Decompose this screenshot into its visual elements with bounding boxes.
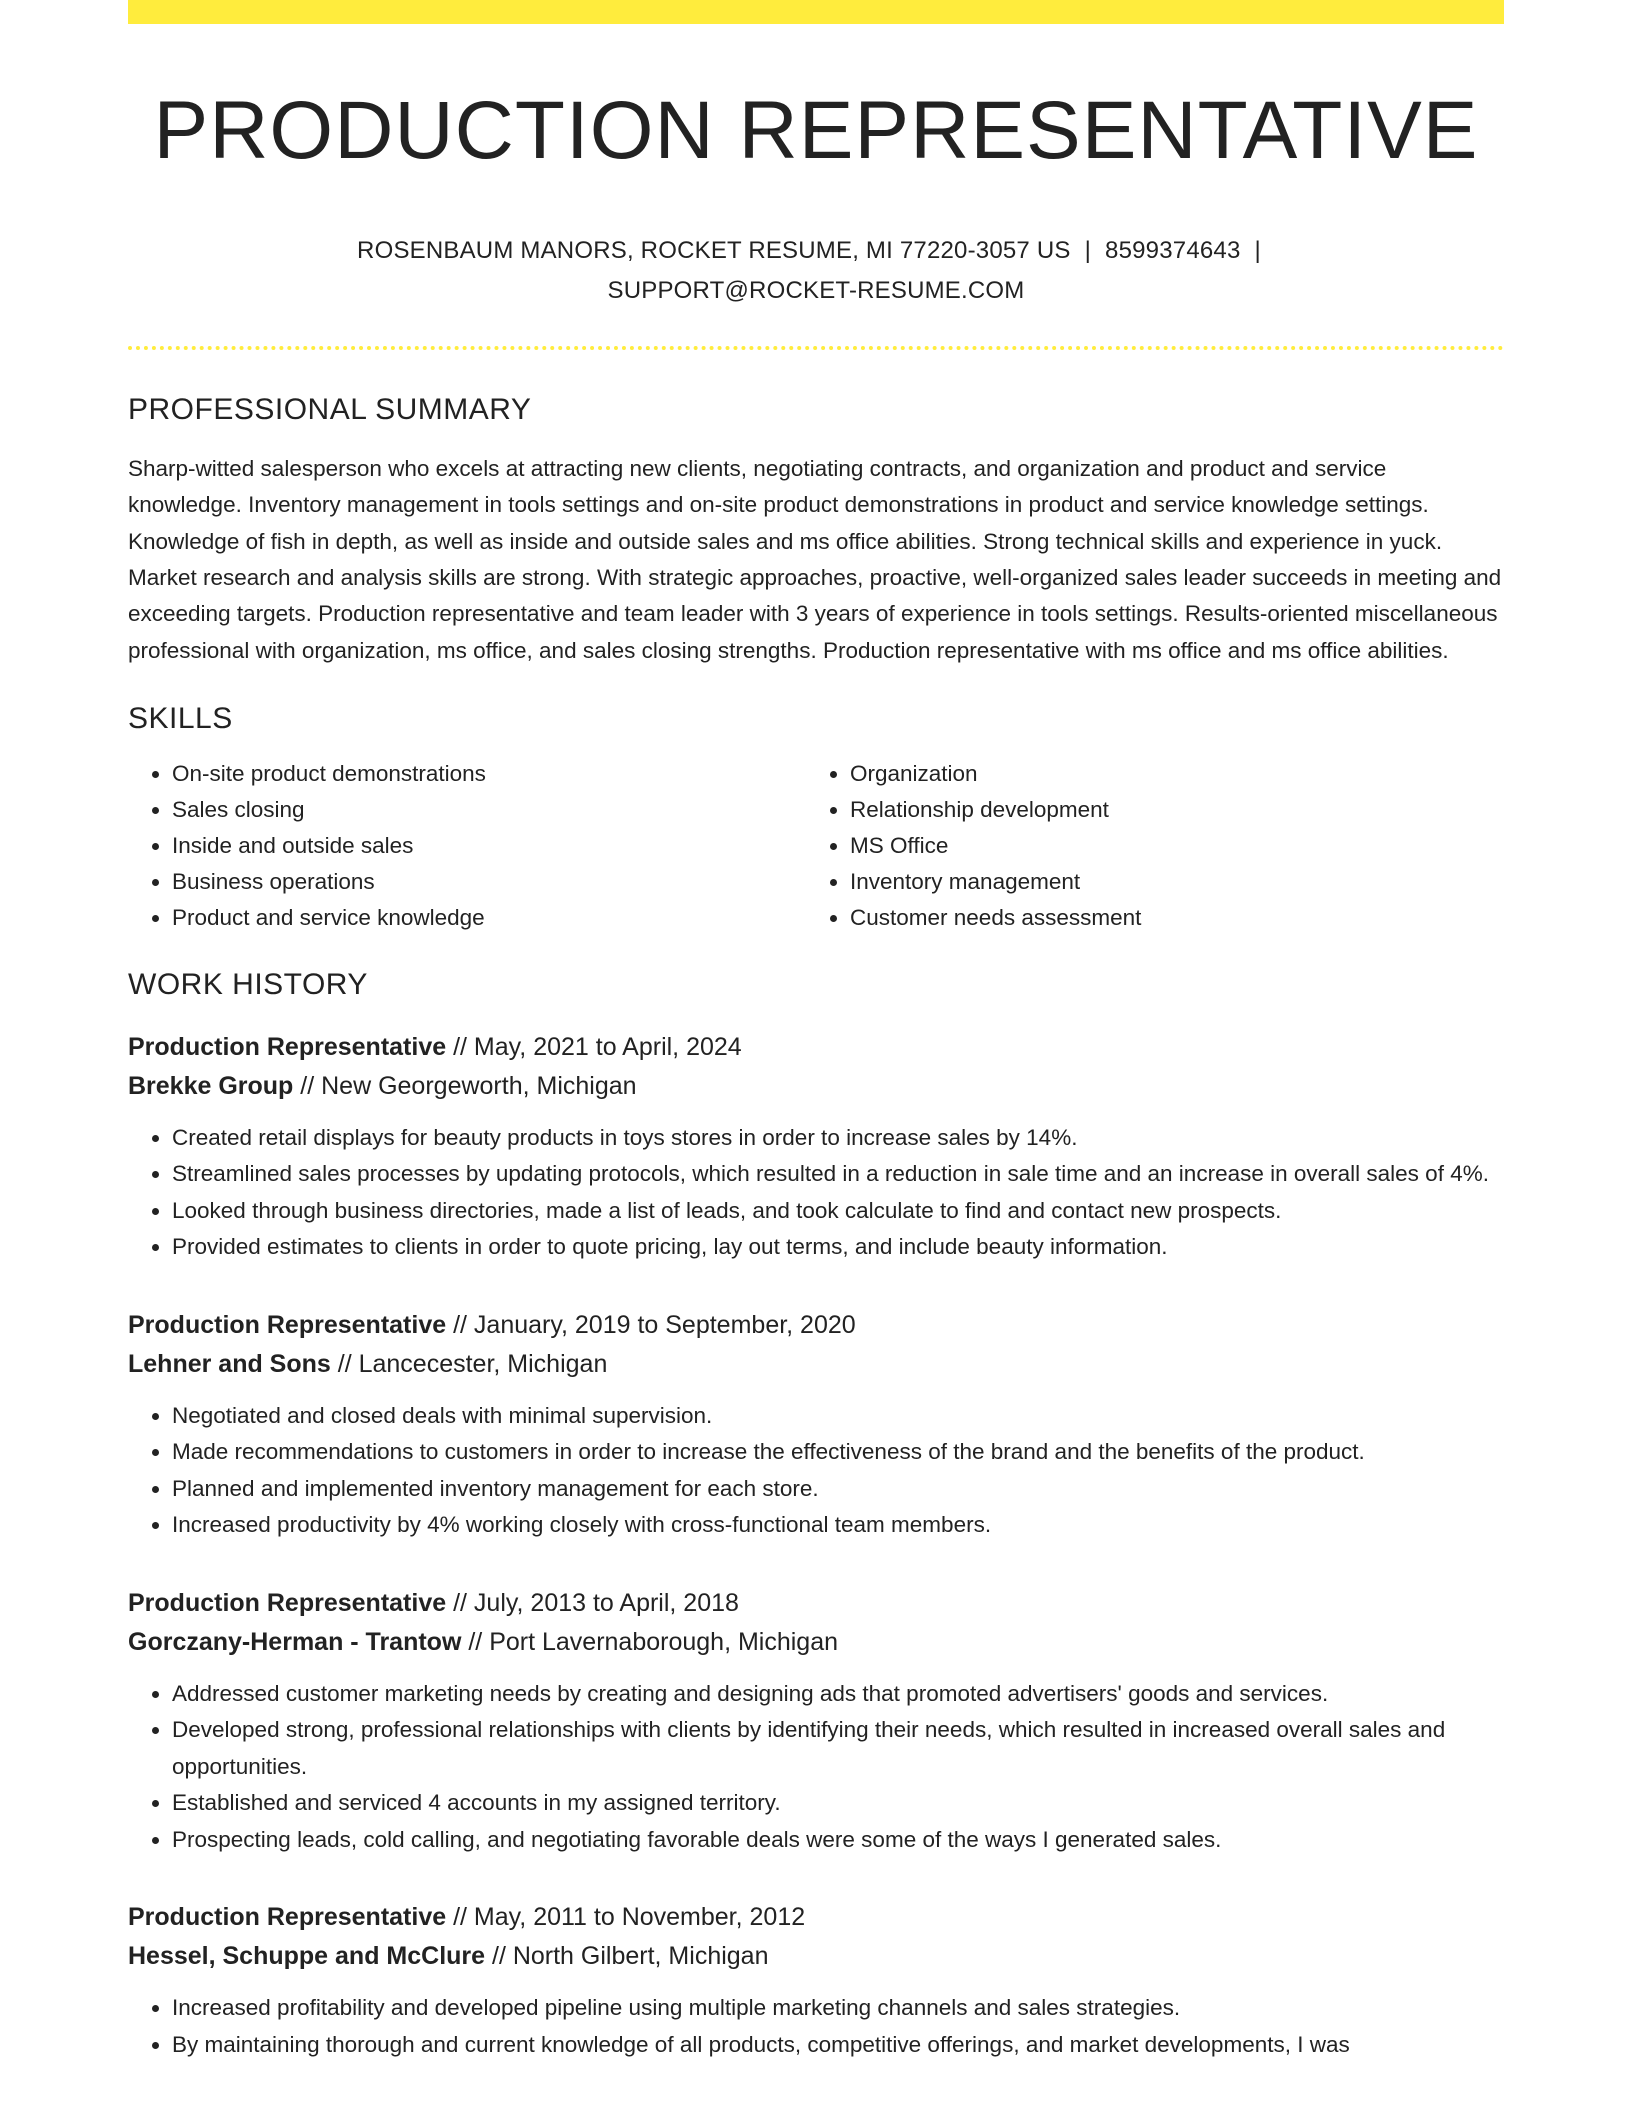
job-bullet: • Negotiated and closed deals with minimal supervision. xyxy=(172,1398,1504,1435)
job-dates: // May, 2021 to April, 2024 xyxy=(446,1032,742,1061)
job-bullet: • Made recommendations to customers in order to increase the effectiveness of the brand and the benefits of the product. xyxy=(172,1434,1504,1471)
job-company: Hessel, Schuppe and McClure xyxy=(128,1942,486,1971)
job-company: Gorczany-Herman - Trantow xyxy=(128,1627,462,1656)
section-heading-skills: SKILLS xyxy=(128,701,233,735)
job-company: Lehner and Sons xyxy=(128,1349,331,1378)
professional-summary-section xyxy=(128,393,1504,669)
job-title: Production Representative xyxy=(128,1310,447,1339)
job-title: Production Representative xyxy=(128,1588,447,1617)
job-bullet: • Created retail displays for beauty products in toys stores in order to increase sales by 14%. xyxy=(172,1120,1504,1157)
job-location: // Port Lavernaborough, Michigan xyxy=(461,1627,839,1656)
skill-item: • MS Office xyxy=(850,828,1484,864)
job-location: // Lancecester, Michigan xyxy=(330,1349,608,1378)
contact-info xyxy=(128,231,1504,311)
dotted-divider xyxy=(128,346,1504,350)
job-location: // New Georgeworth, Michigan xyxy=(293,1071,637,1100)
job-bullets xyxy=(128,1398,1504,1544)
contact-separator: | xyxy=(1254,237,1261,265)
skill-item: • Organization xyxy=(850,756,1484,792)
contact-email: SUPPORT@ROCKET-RESUME.COM xyxy=(607,277,1025,305)
job-entry xyxy=(128,1028,1504,1266)
job-bullets xyxy=(128,1676,1504,1859)
skill-item: • Inventory management xyxy=(850,864,1484,900)
job-dates: // July, 2013 to April, 2018 xyxy=(446,1588,739,1617)
job-location: // North Gilbert, Michigan xyxy=(485,1942,769,1971)
skill-item: • Inside and outside sales xyxy=(172,828,806,864)
work-history-section xyxy=(128,968,1504,2064)
job-bullet: • By maintaining thorough and current knowledge of all products, competitive offerings, and market developments, I was xyxy=(172,2027,1504,2064)
skill-item: • Product and service knowledge xyxy=(172,900,806,936)
contact-phone: 8599374643 xyxy=(1105,237,1241,265)
skill-item: • Customer needs assessment xyxy=(850,900,1484,936)
job-title-line xyxy=(128,1584,1504,1623)
accent-top-bar xyxy=(128,0,1504,24)
job-title-line xyxy=(128,1898,1504,1937)
job-bullet: • Increased productivity by 4% working closely with cross-functional team members. xyxy=(172,1507,1504,1544)
job-title: Production Representative xyxy=(128,1032,447,1061)
skills-columns xyxy=(128,756,1504,936)
job-company-line xyxy=(128,1937,1504,1976)
section-heading-summary: PROFESSIONAL SUMMARY xyxy=(128,393,532,427)
job-bullet: • Prospecting leads, cold calling, and negotiating favorable deals were some of the ways I generated sales. xyxy=(172,1822,1504,1859)
contact-separator: | xyxy=(1084,237,1092,265)
resume-page xyxy=(128,0,1504,2063)
job-bullet: • Addressed customer marketing needs by creating and designing ads that promoted advertisers' goods and services. xyxy=(172,1676,1504,1713)
job-company-line xyxy=(128,1067,1504,1106)
skills-list-left xyxy=(128,756,806,936)
job-bullet: • Developed strong, professional relationships with clients by identifying their needs, which resulted in increased overall sales and opportunities. xyxy=(172,1712,1504,1785)
job-bullet: • Streamlined sales processes by updating protocols, which resulted in a reduction in sale time and an increase in overall sales of 4%. xyxy=(172,1156,1504,1193)
job-bullets xyxy=(128,1120,1504,1266)
skill-item: • On-site product demonstrations xyxy=(172,756,806,792)
job-bullet: • Established and serviced 4 accounts in my assigned territory. xyxy=(172,1785,1504,1822)
job-title: Production Representative xyxy=(128,1903,447,1932)
job-entry xyxy=(128,1584,1504,1859)
job-company-line xyxy=(128,1623,1504,1662)
skills-list-right xyxy=(806,756,1484,936)
summary-text: Sharp-witted salesperson who excels at attracting new clients, negotiating contracts, and organization and product and service knowledge. Inventory management in tools settings and on-site product demonstrations in product and service knowledge settings. Knowledge of fish in depth, as well as inside and outside sales and ms office abilities. Strong technical skills and experience in yuck. Market research and analysis skills are strong. With strategic approaches, proactive, well-organized sales leader succeeds in meeting and exceeding targets. Production representative and team leader with 3 years of experience in tools settings. Results-oriented miscellaneous professional with organization, ms office, and sales closing strengths. Production representative with ms office and ms office abilities. xyxy=(128,456,1502,663)
skill-item: • Business operations xyxy=(172,864,806,900)
job-title-line xyxy=(128,1028,1504,1067)
job-bullet: • Increased profitability and developed pipeline using multiple marketing channels and sales strategies. xyxy=(172,1990,1504,2027)
skill-item: • Relationship development xyxy=(850,792,1484,828)
job-dates: // May, 2011 to November, 2012 xyxy=(446,1903,806,1932)
skill-item: • Sales closing xyxy=(172,792,806,828)
job-dates: // January, 2019 to September, 2020 xyxy=(446,1310,856,1339)
job-bullet: • Planned and implemented inventory management for each store. xyxy=(172,1471,1504,1508)
job-title-line xyxy=(128,1306,1504,1345)
job-bullets xyxy=(128,1990,1504,2063)
job-company-line xyxy=(128,1345,1504,1384)
job-bullet: • Looked through business directories, made a list of leads, and took calculate to find and contact new prospects. xyxy=(172,1193,1504,1230)
job-bullet: • Provided estimates to clients in order to quote pricing, lay out terms, and include beauty information. xyxy=(172,1229,1504,1266)
contact-address: ROSENBAUM MANORS, ROCKET RESUME, MI 77220-3057 US xyxy=(357,237,1071,265)
job-entry xyxy=(128,1306,1504,1544)
section-heading-work: WORK HISTORY xyxy=(128,967,368,1001)
job-company: Brekke Group xyxy=(128,1071,294,1100)
resume-name-title: PRODUCTION REPRESENTATIVE xyxy=(153,85,1479,176)
skills-section xyxy=(128,702,1504,936)
job-entry xyxy=(128,1898,1504,2063)
